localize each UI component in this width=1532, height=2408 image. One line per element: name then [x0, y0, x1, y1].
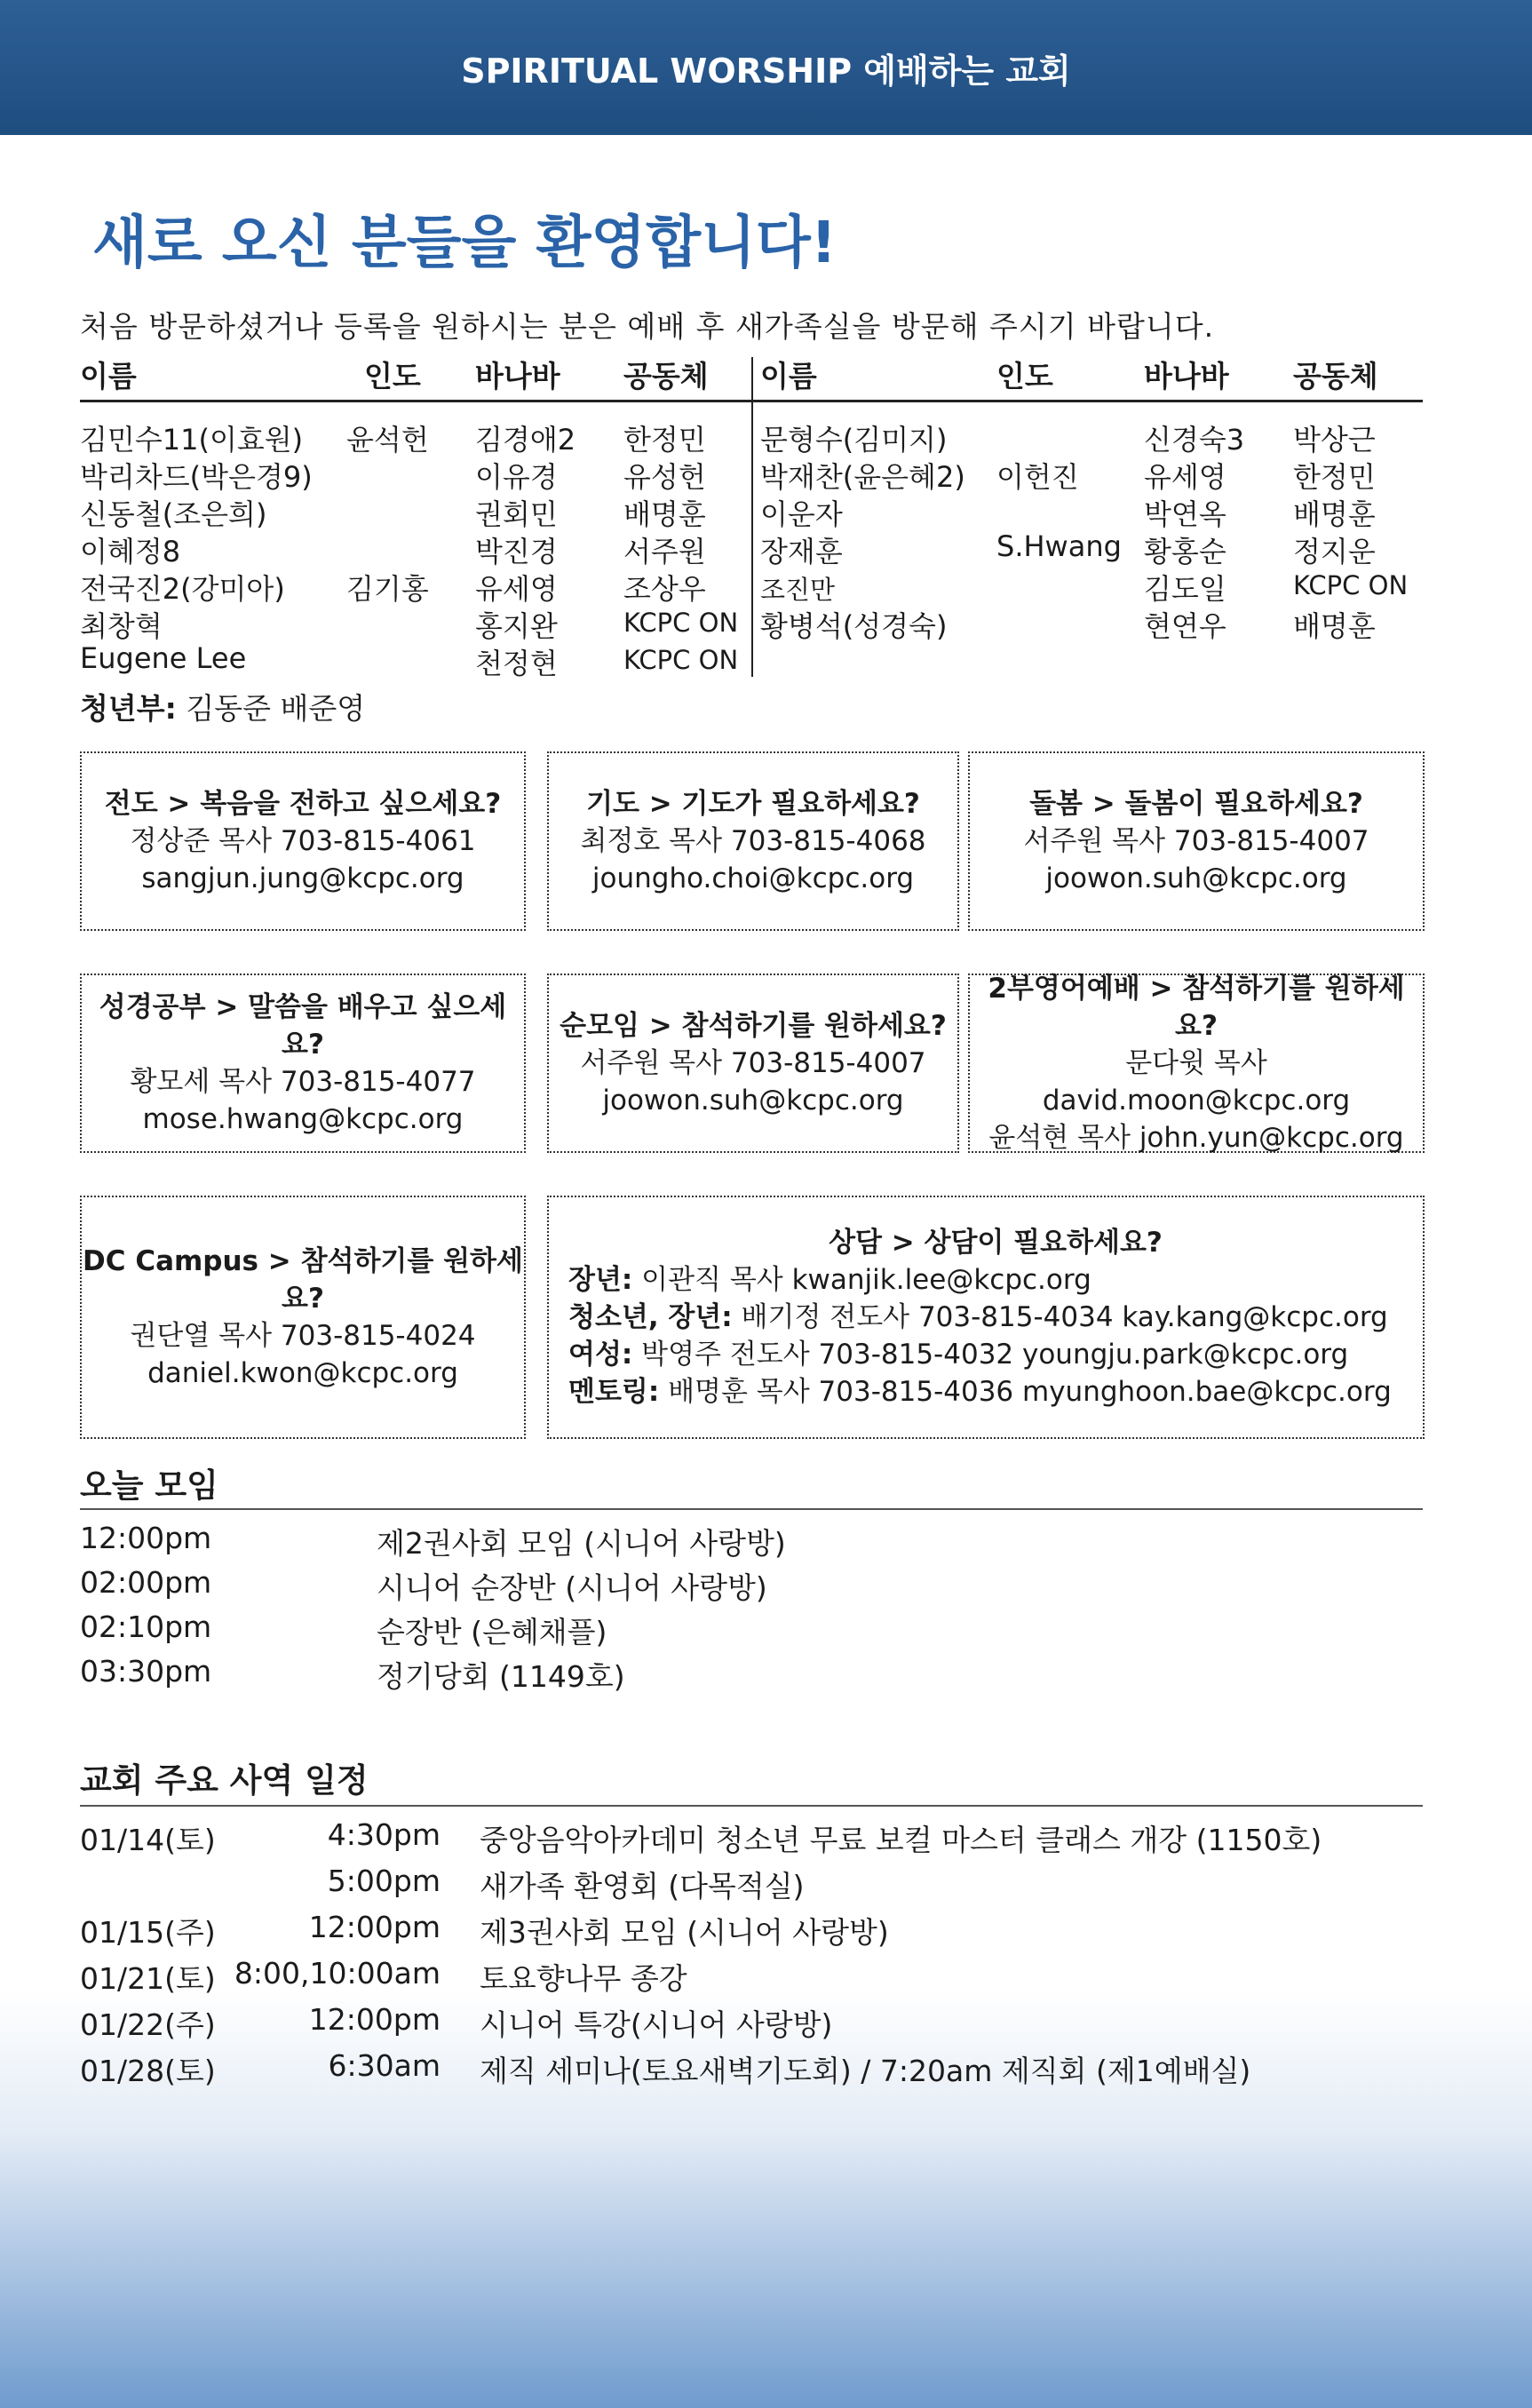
care-box [968, 751, 1425, 931]
youth-names: 김동준 배준영 [186, 691, 366, 726]
roster-cell: 신경숙3 [1144, 423, 1245, 457]
roster-cell: 배명훈 [1293, 609, 1376, 643]
roster-cell: 황병석(성경숙) [760, 609, 948, 643]
box-heading: 2부영어예배 > 참석하기를 원하세요? [988, 973, 1405, 1042]
box-heading: 돌봄 > 돌봄이 필요하세요? [1029, 788, 1363, 820]
today-desc: 순장반 (은혜채플) [377, 1615, 607, 1649]
today-time: 02:00pm [80, 1565, 212, 1600]
counsel-row [568, 1373, 1392, 1411]
counsel-label: 멘토링: [568, 1376, 660, 1408]
box-email: daniel.kwon@kcpc.org [147, 1357, 458, 1389]
roster-column-divider [751, 357, 753, 677]
today-time: 12:00pm [80, 1521, 212, 1555]
roster-cell: 유세영 [1144, 460, 1226, 494]
schedule-time: 12:00pm [308, 1910, 441, 1944]
schedule-time: 12:00pm [308, 2002, 441, 2037]
roster-cell: KCPC ON [623, 645, 739, 675]
roster-cell: 조상우 [623, 572, 706, 606]
roster-cell: 신동철(조은희) [80, 497, 267, 531]
roster-cell: 이헌진 [996, 460, 1079, 494]
today-divider [80, 1508, 1423, 1510]
schedule-desc: 새가족 환영회 (다목적실) [480, 1869, 805, 1903]
roster-cell: 황홍순 [1144, 535, 1226, 568]
youth-label: 청년부: [80, 691, 177, 726]
schedule-desc: 제3권사회 모임 (시니어 사랑방) [480, 1915, 889, 1950]
roster-cell: 김도일 [1144, 572, 1226, 606]
schedule-desc: 제직 세미나(토요새벽기도회) / 7:20am 제직회 (제1예배실) [480, 2054, 1251, 2088]
roster-cell: 정지운 [1293, 535, 1376, 568]
roster-header-barnabas-left: 바나바 [475, 359, 560, 393]
box-heading: 상담 > 상담이 필요하세요? [829, 1227, 1163, 1259]
top-banner [0, 0, 1532, 135]
roster-cell: 이유경 [475, 460, 558, 494]
box-email: joungho.choi@kcpc.org [591, 862, 915, 894]
schedule-date: 01/22(주) [80, 2007, 216, 2042]
roster-cell: 한정민 [1293, 460, 1376, 494]
roster-header-community-left: 공동체 [623, 359, 709, 393]
box-email: joowon.suh@kcpc.org [602, 1085, 904, 1117]
box-email: sangjun.jung@kcpc.org [141, 862, 464, 894]
box-email: joowon.suh@kcpc.org [1045, 862, 1347, 894]
roster-cell: 홍지완 [475, 609, 558, 643]
evangelism-box [80, 751, 526, 931]
counsel-row [568, 1299, 1388, 1336]
roster-cell: 천정현 [475, 647, 558, 680]
roster-cell: 최창혁 [80, 609, 163, 643]
box-email: mose.hwang@kcpc.org [142, 1103, 464, 1135]
roster-cell: 서주원 [623, 535, 706, 568]
counsel-row [568, 1336, 1348, 1373]
schedule-time: 6:30am [328, 2048, 441, 2083]
counsel-text: 배기정 전도사 703-815-4034 kay.kang@kcpc.org [732, 1301, 1388, 1333]
roster-cell: 박재찬(윤은혜2) [760, 460, 965, 494]
prayer-box [547, 751, 959, 931]
roster-cell: 박리차드(박은경9) [80, 460, 313, 494]
schedule-date: 01/15(주) [80, 1915, 216, 1950]
roster-cell: 김민수11(이효원) [80, 423, 304, 457]
schedule-time: 8:00,10:00am [234, 1956, 441, 1991]
roster-cell: 조진만 [760, 575, 836, 605]
bible-study-box [80, 974, 526, 1153]
today-desc: 제2권사회 모임 (시니어 사랑방) [377, 1526, 786, 1561]
counsel-text: 박영주 전도사 703-815-4032 youngju.park@kcpc.org [632, 1339, 1349, 1371]
counsel-label: 청소년, 장년: [568, 1301, 733, 1333]
roster-cell: 유세영 [475, 572, 558, 606]
roster-cell: 한정민 [623, 423, 706, 457]
schedule-date: 01/28(토) [80, 2054, 216, 2088]
box-heading: 순모임 > 참석하기를 원하세요? [560, 1010, 947, 1042]
counseling-box [547, 1196, 1425, 1439]
roster-header-name-left: 이름 [80, 359, 137, 393]
roster-cell: KCPC ON [1293, 570, 1409, 600]
intro-text: 처음 방문하셨거나 등록을 원하시는 분은 예배 후 새가족실을 방문해 주시기 바랍니다. [80, 309, 1215, 344]
roster-cell: 유성헌 [623, 460, 706, 494]
counsel-text: 배명훈 목사 703-815-4036 myunghoon.bae@kcpc.org [659, 1376, 1392, 1408]
box-contact: 서주원 목사 703-815-4007 [1023, 825, 1369, 857]
roster-cell: 이운자 [760, 497, 843, 531]
box-heading: 성경공부 > 말씀을 배우고 싶으세요? [99, 991, 507, 1061]
today-desc: 정기당회 (1149호) [377, 1659, 625, 1694]
roster-cell: 박연옥 [1144, 497, 1226, 531]
roster-cell: 윤석헌 [346, 423, 429, 457]
english-service-box [968, 974, 1425, 1153]
roster-header-barnabas-right: 바나바 [1144, 359, 1229, 393]
cell-group-box [547, 974, 959, 1153]
roster-header-name-right: 이름 [760, 359, 817, 393]
roster-header-community-right: 공동체 [1293, 359, 1378, 393]
box-contact: 서주원 목사 703-815-4007 [580, 1047, 926, 1079]
roster-cell: 전국진2(강미아) [80, 572, 285, 606]
banner-title: SPIRITUAL WORSHIP 예배하는 교회 [461, 51, 1071, 91]
counsel-label: 장년: [568, 1264, 633, 1296]
roster-cell: 박진경 [475, 535, 558, 568]
roster-cell: 박상근 [1293, 423, 1376, 457]
box-heading: 전도 > 복음을 전하고 싶으세요? [104, 788, 502, 820]
schedule-date: 01/21(토) [80, 1961, 216, 1996]
box-contact: 권단열 목사 703-815-4024 [130, 1320, 476, 1352]
roster-cell: Eugene Lee [80, 641, 247, 675]
roster-cell: 장재훈 [760, 535, 843, 568]
roster-header-leader-left: 인도 [364, 359, 421, 393]
today-time: 03:30pm [80, 1654, 212, 1689]
counsel-label: 여성: [568, 1339, 633, 1371]
roster-cell: 현연우 [1144, 609, 1226, 643]
roster-cell: 김경애2 [475, 423, 576, 457]
box-contact: 문다윗 목사 david.moon@kcpc.org [1042, 1047, 1351, 1117]
roster-cell: KCPC ON [623, 608, 739, 638]
roster-cell: 문형수(김미지) [760, 423, 948, 457]
today-section-title: 오늘 모임 [80, 1466, 218, 1505]
roster-cell: 권회민 [475, 497, 558, 531]
roster-header-leader-right: 인도 [996, 359, 1053, 393]
roster-cell: 배명훈 [1293, 497, 1376, 531]
schedule-time: 5:00pm [327, 1864, 441, 1898]
schedule-time: 4:30pm [327, 1817, 441, 1852]
page-title: 새로 오신 분들을 환영합니다! [92, 211, 837, 276]
today-desc: 시니어 순장반 (시니어 사랑방) [377, 1570, 767, 1605]
roster-cell: 이혜정8 [80, 535, 181, 568]
roster-cell: S.Hwang [996, 529, 1122, 563]
box-contact: 황모세 목사 703-815-4077 [130, 1066, 476, 1098]
box-contact: 최정호 목사 703-815-4068 [580, 825, 926, 857]
roster-cell: 김기홍 [346, 572, 429, 606]
counsel-row [568, 1261, 1091, 1299]
box-heading: 기도 > 기도가 필요하세요? [586, 788, 920, 820]
roster-cell: 배명훈 [623, 497, 706, 531]
schedule-desc: 중앙음악아카데미 청소년 무료 보컬 마스터 클래스 개강 (1150호) [480, 1823, 1322, 1857]
schedule-desc: 토요향나무 종강 [480, 1961, 687, 1996]
schedule-date: 01/14(토) [80, 1823, 216, 1857]
box-contact: 정상준 목사 703-815-4061 [130, 825, 476, 857]
schedule-desc: 시니어 특강(시니어 사랑방) [480, 2007, 833, 2042]
today-time: 02:10pm [80, 1609, 212, 1644]
box-heading: DC Campus > 참석하기를 원하세요? [83, 1245, 523, 1315]
youth-line [80, 686, 365, 727]
schedule-divider [80, 1805, 1423, 1807]
counsel-text: 이관직 목사 kwanjik.lee@kcpc.org [632, 1264, 1091, 1296]
box-contact-2: 윤석현 목사 john.yun@kcpc.org [988, 1122, 1404, 1154]
dc-campus-box [80, 1196, 526, 1439]
schedule-section-title: 교회 주요 사역 일정 [80, 1761, 369, 1800]
